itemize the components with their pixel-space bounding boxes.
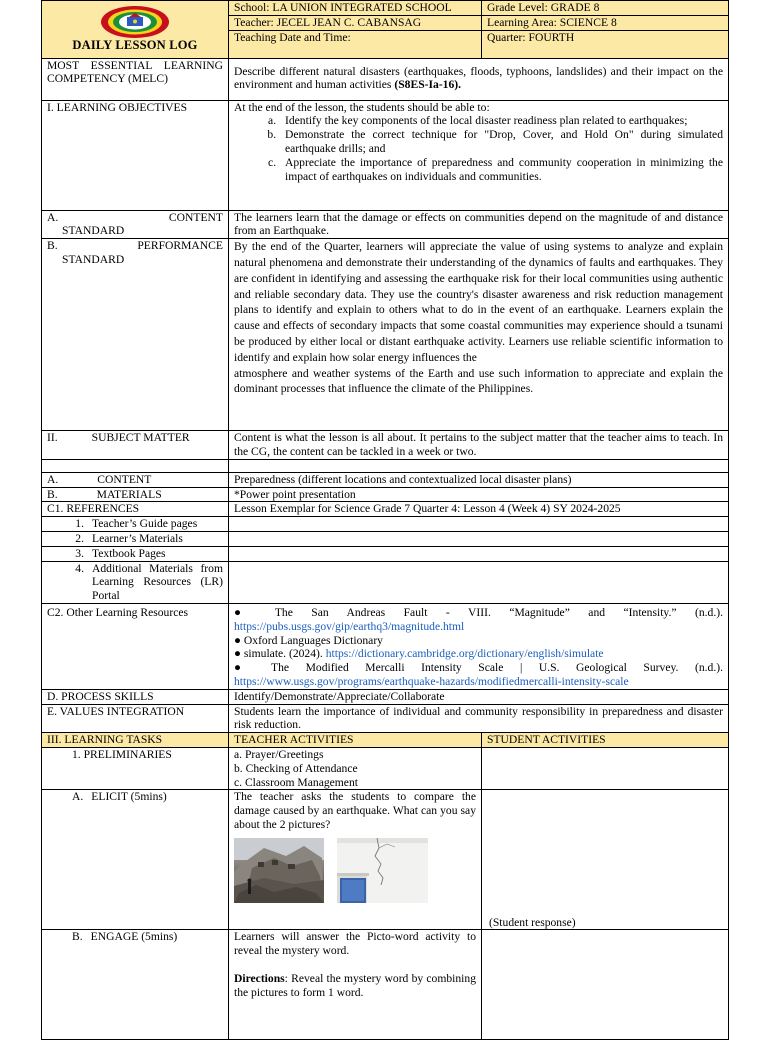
performance-standard-sub: STANDARD — [62, 252, 125, 266]
performance-standard-text: By the end of the Quarter, learners will appreciate the value of using systems to analyze and explain natural phenomena and demonstrate their understanding of the dynamics of faults and earthquakes. They are confident in identifying and assessing the earthquake risk for their local communities using authentic and reliable secondary data. They use the country's disaster awareness and risk reduction management plans to identify and explain to others what to do in the event of an earthquake. Learners explain the cause and effects of secondary impacts that some coastal communities may experience should a tsunami be produced by either local or distant earthquake activity. Learners use reliable scientific information to identify and explain how solar energy influences the — [234, 240, 723, 364]
school-field: School: LA UNION INTEGRATED SCHOOL — [229, 1, 482, 16]
reference-number: 2. — [75, 531, 84, 545]
reference-value — [229, 546, 729, 561]
reference-number: 4. — [75, 561, 84, 575]
content-letter: A. — [47, 472, 59, 486]
content-standard-text: The learners learn that the damage or effects on communities depend on the magnitude of and distance from an Earthquake. — [229, 210, 729, 239]
reference-item — [42, 561, 229, 603]
reference-item — [42, 531, 229, 546]
reference-item — [42, 517, 229, 532]
blank-cell — [229, 459, 729, 472]
melc-description: Describe different natural disasters (earthquakes, floods, typhoons, landslides) and their impact on the environment and human activities — [234, 64, 723, 92]
performance-standard-word: PERFORMANCE — [137, 239, 223, 253]
elicit-pictures — [234, 838, 476, 903]
values-text: Students learn the importance of individual and community responsibility in preparedness and disaster risk reduction. — [229, 704, 729, 733]
elicit-student-cell — [482, 790, 729, 930]
learning-area-field: Learning Area: SCIENCE 8 — [482, 15, 729, 30]
teacher-activities-header: TEACHER ACTIVITIES — [229, 733, 482, 748]
reference-value — [229, 517, 729, 532]
header-logo-cell — [42, 1, 229, 59]
reference-item — [42, 546, 229, 561]
reference-label: Teacher’s Guide pages — [92, 517, 198, 531]
values-label: E. VALUES INTEGRATION — [42, 704, 229, 733]
objectives-cell — [229, 100, 729, 210]
engage-teacher-cell — [229, 930, 482, 1040]
objective-item: a. Identify the key components of the local disaster readiness plan related to earthquakes; — [279, 114, 723, 128]
references-label: C1. REFERENCES — [42, 502, 229, 517]
objectives-label: I. LEARNING OBJECTIVES — [42, 100, 229, 210]
melc-label: MOST ESSENTIAL LEARNING COMPETENCY (MELC) — [42, 58, 229, 100]
page-title: DAILY LESSON LOG — [72, 38, 198, 52]
preliminary-item: b. Checking of Attendance — [234, 761, 358, 775]
resource-link[interactable]: https://pubs.usgs.gov/gip/earthq3/magnitude.html — [234, 619, 465, 633]
materials-letter: B. — [47, 487, 58, 501]
grade-level-field: Grade Level: GRADE 8 — [482, 1, 729, 16]
blank-label-cell — [42, 459, 229, 472]
reference-label: Additional Materials from Learning Resources (LR) Portal — [92, 561, 223, 603]
materials-text: *Power point presentation — [229, 487, 729, 502]
daily-lesson-log — [41, 0, 728, 1040]
performance-standard-text-2: atmosphere and weather systems of the Earth and use such information to appreciate and explain the dominant processes that influence the climate of the Philippines. — [234, 366, 723, 396]
subject-matter-label — [42, 431, 229, 460]
resource-link[interactable]: https://dictionary.cambridge.org/dictionary/english/simulate — [325, 647, 604, 661]
objective-item: c. Appreciate the importance of preparedness and community cooperation in minimizing the impact of earthquakes on individuals and communities. — [279, 156, 723, 184]
elicit-label — [42, 790, 229, 930]
performance-standard-letter: B. — [47, 239, 58, 253]
materials-label — [42, 487, 229, 502]
objectives-intro: At the end of the lesson, the students should be able to: — [234, 100, 490, 114]
student-activities-header: STUDENT ACTIVITIES — [482, 733, 729, 748]
content-standard-label — [42, 210, 229, 239]
resource-item: ● The San Andreas Fault - VIII. “Magnitude” and “Intensity.” (n.d.). — [234, 605, 723, 619]
cracked-wall-image — [337, 838, 428, 903]
resource-item-with-link — [234, 647, 723, 661]
melc-code: (S8ES-Ia-16). — [394, 78, 462, 92]
resource-item: ● Oxford Languages Dictionary — [234, 633, 383, 647]
teaching-date-field: Teaching Date and Time: — [229, 30, 482, 58]
preliminaries-cell — [229, 747, 482, 789]
objective-item: b. Demonstrate the correct technique for "Drop, Cover, and Hold On" during simulated earthquake drills; and — [279, 128, 723, 156]
content-standard-sub: STANDARD — [62, 224, 125, 238]
process-skills-text: Identify/Demonstrate/Appreciate/Collaborate — [229, 689, 729, 704]
learning-tasks-label: III. LEARNING TASKS — [42, 733, 229, 748]
other-resources-label: C2. Other Learning Resources — [42, 603, 229, 689]
performance-standard-label — [42, 239, 229, 431]
elicit-letter: A. — [72, 790, 84, 804]
engage-letter: B. — [72, 930, 83, 944]
subject-matter-text: Content is what the lesson is all about. It pertains to the subject matter that the teacher aims to teach. In the CG, the content can be tackled in a week or two. — [229, 431, 729, 460]
reference-label: Learner’s Materials — [92, 531, 183, 545]
student-response-text: (Student response) — [489, 915, 576, 929]
teacher-field: Teacher: JECEL JEAN C. CABANSAG — [229, 15, 482, 30]
resource-item: ● The Modified Mercalli Intensity Scale | U.S. Geological Survey. (n.d.). — [234, 661, 723, 675]
performance-standard-cell — [229, 239, 729, 431]
content-word: CONTENT — [97, 472, 152, 486]
subject-matter-numeral: II. — [47, 431, 58, 445]
elicit-teacher-cell — [229, 790, 482, 930]
melc-text — [229, 58, 729, 100]
earthquake-rubble-image — [234, 838, 324, 903]
directions-label: Directions — [234, 971, 285, 985]
other-resources-cell — [229, 603, 729, 689]
objectives-list — [234, 114, 723, 183]
directions-text: : Reveal the mystery word by combining the pictures to form 1 word. — [234, 971, 476, 999]
reference-label: Textbook Pages — [92, 546, 166, 560]
engage-directions — [234, 972, 476, 1000]
content-standard-letter: A. — [47, 210, 59, 224]
preliminary-item: a. Prayer/Greetings — [234, 747, 324, 761]
engage-text: Learners will answer the Picto-word activity to reveal the mystery word. — [234, 930, 476, 958]
school-seal-icon — [99, 5, 171, 39]
lesson-log-table — [41, 0, 729, 1040]
process-skills-label: D. PROCESS SKILLS — [42, 689, 229, 704]
preliminaries-student-cell — [482, 747, 729, 789]
preliminaries-label: 1. PRELIMINARIES — [42, 747, 229, 789]
content-text: Preparedness (different locations and contextualized local disaster plans) — [229, 472, 729, 487]
resource-link[interactable]: https://www.usgs.gov/programs/earthquake-hazards/modifiedmercalli-intensity-scale — [234, 674, 629, 688]
elicit-text: The teacher asks the students to compare the damage caused by an earthquake. What can you say about the 2 pictures? — [234, 790, 476, 831]
content-label — [42, 472, 229, 487]
content-standard-word: CONTENT — [168, 210, 223, 224]
reference-value — [229, 531, 729, 546]
engage-title: ENGAGE (5mins) — [90, 930, 178, 944]
subject-matter-word: SUBJECT MATTER — [91, 431, 190, 445]
resource-item: ● simulate. (2024). — [234, 647, 323, 661]
materials-word: MATERIALS — [96, 487, 162, 501]
engage-label — [42, 930, 229, 1040]
quarter-field: Quarter: FOURTH — [482, 30, 729, 58]
reference-number: 1. — [75, 517, 84, 531]
references-text: Lesson Exemplar for Science Grade 7 Quarter 4: Lesson 4 (Week 4) SY 2024-2025 — [229, 502, 729, 517]
preliminary-item: c. Classroom Management — [234, 775, 358, 789]
reference-number: 3. — [75, 546, 84, 560]
reference-value — [229, 561, 729, 603]
engage-student-cell — [482, 930, 729, 1040]
elicit-title: ELICIT (5mins) — [91, 790, 167, 804]
